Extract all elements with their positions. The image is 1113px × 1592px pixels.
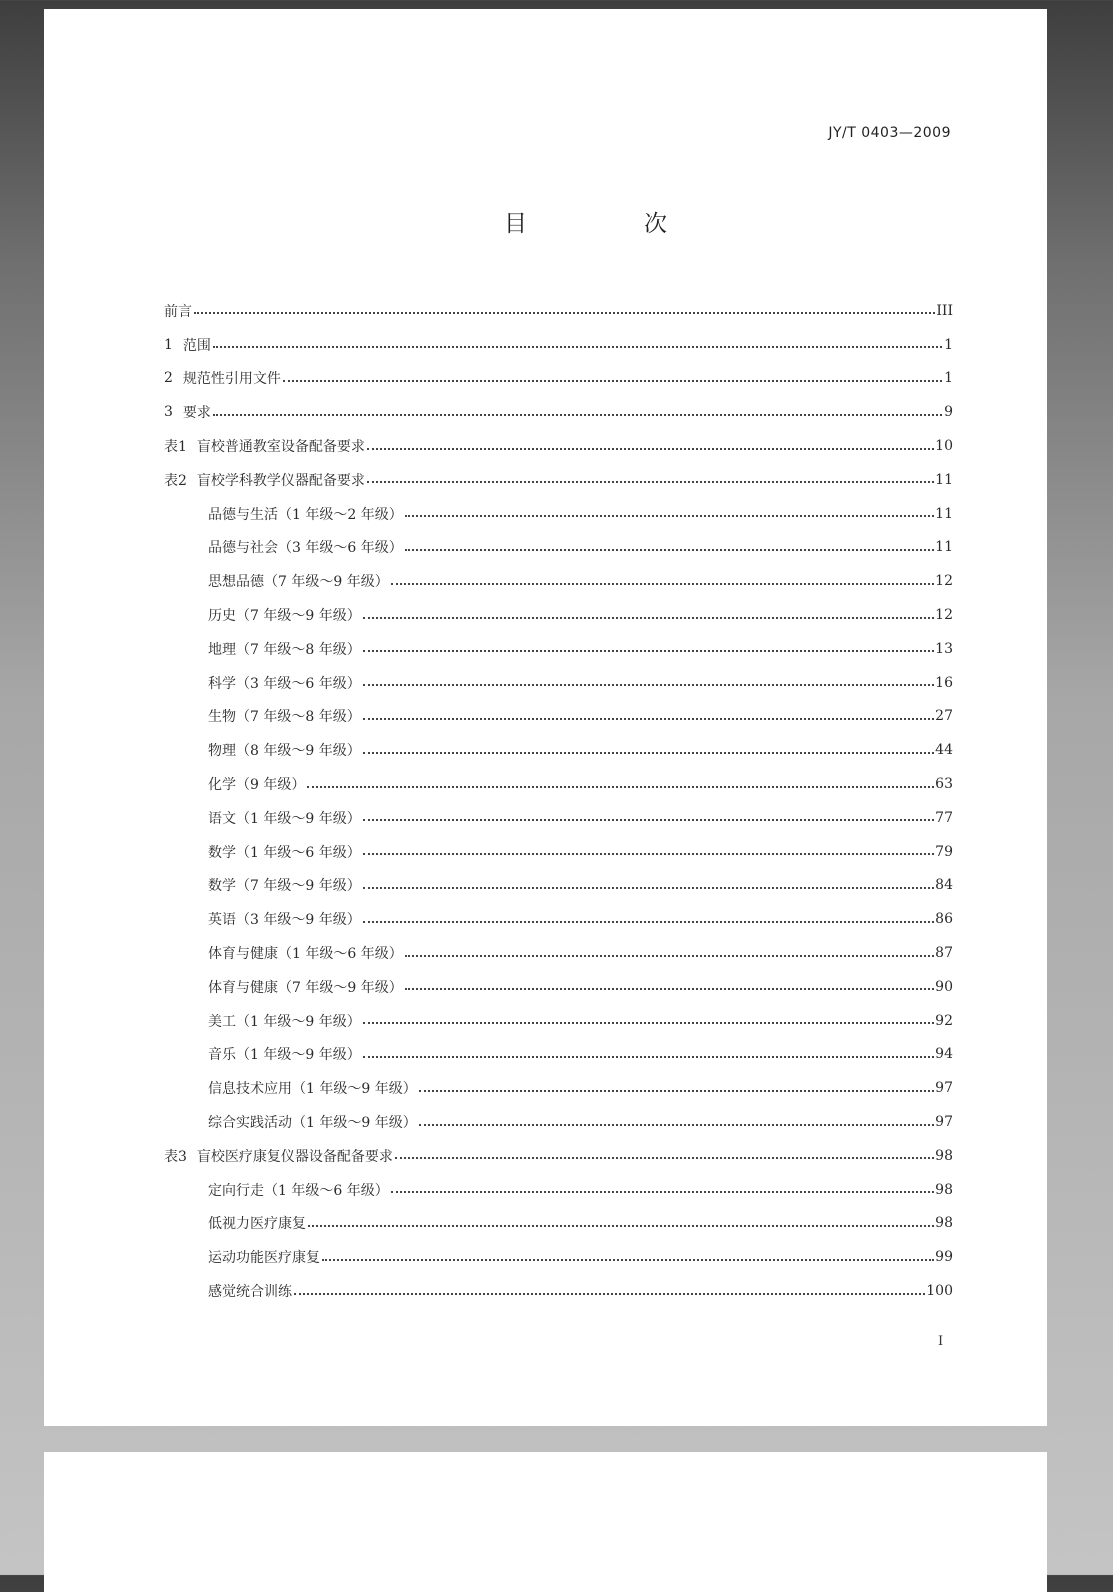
toc-entry-label: 规范性引用文件 (182, 371, 281, 388)
toc-entry-page: 90 (935, 978, 953, 995)
toc-entry-number: 2 (164, 370, 173, 387)
toc-entry[interactable] (164, 733, 953, 767)
toc-leader-dots (363, 886, 934, 889)
toc-leader-dots (395, 1156, 934, 1159)
document-page (44, 9, 1047, 1426)
toc-entry-label: 体育与健康（1 年级～6 年级） (208, 946, 403, 963)
standard-code: JY/T 0403—2009 (828, 125, 951, 141)
toc-entry-page: 97 (935, 1080, 953, 1097)
toc-entry[interactable] (164, 1139, 953, 1173)
toc-entry[interactable] (164, 869, 953, 903)
toc-entry-page: 1 (944, 370, 953, 387)
toc-entry-label: 盲校医疗康复仪器设备配备要求 (196, 1148, 393, 1165)
toc-leader-dots (307, 785, 934, 788)
toc-entry[interactable] (164, 362, 953, 396)
toc-entry[interactable] (164, 902, 953, 936)
toc-leader-dots (419, 1089, 934, 1092)
toc-entry-page: 79 (935, 843, 953, 860)
toc-entry-label: 科学（3 年级～6 年级） (208, 675, 361, 692)
toc-entry-page: 10 (935, 438, 953, 455)
toc-entry[interactable] (164, 531, 953, 565)
toc-entry-label: 音乐（1 年级～9 年级） (208, 1047, 361, 1064)
toc-leader-dots (391, 582, 934, 585)
toc-entry-page: III (936, 302, 953, 319)
toc-entry-page: 27 (935, 708, 953, 725)
toc-entry-page: 94 (935, 1046, 953, 1063)
toc-entry-page: 86 (935, 911, 953, 928)
toc-leader-dots (363, 751, 934, 754)
page-number: I (938, 1334, 944, 1349)
toc-entry-label: 品德与社会（3 年级～6 年级） (208, 540, 403, 557)
toc-leader-dots (363, 920, 934, 923)
toc-entry-page: 13 (935, 640, 953, 657)
toc-entry-label: 体育与健康（7 年级～9 年级） (208, 979, 403, 996)
toc-entry-number: 表2 (164, 472, 187, 489)
toc-entry-page: 97 (935, 1114, 953, 1131)
toc-entry[interactable] (164, 1004, 953, 1038)
toc-entry-label: 感觉统合训练 (208, 1284, 292, 1300)
toc-entry-label: 美工（1 年级～9 年级） (208, 1013, 361, 1030)
toc-leader-dots (322, 1258, 934, 1261)
toc-entry-page: 63 (935, 776, 953, 793)
toc-leader-dots (405, 548, 934, 551)
toc-leader-dots (283, 379, 942, 382)
toc-entry-label: 要求 (182, 405, 211, 422)
toc-entry[interactable] (164, 1173, 953, 1207)
toc-entry[interactable] (164, 1207, 953, 1241)
toc-entry[interactable] (164, 970, 953, 1004)
toc-entry-label: 数学（7 年级～9 年级） (208, 878, 361, 895)
toc-entry-label: 前言 (164, 303, 192, 320)
toc-entry[interactable] (164, 294, 953, 328)
toc-entry[interactable] (164, 767, 953, 801)
toc-entry-label: 数学（1 年级～6 年级） (208, 844, 361, 861)
toc-entry-label: 化学（9 年级） (208, 777, 306, 794)
toc-entry-page: 99 (935, 1249, 953, 1266)
toc-entry-number: 1 (164, 336, 173, 353)
toc-entry-label: 低视力医疗康复 (208, 1216, 306, 1233)
toc-entry[interactable] (164, 1240, 953, 1274)
toc-leader-dots (363, 1021, 934, 1024)
toc-leader-dots (363, 649, 934, 652)
toc-entry-page: 1 (944, 336, 953, 353)
toc-entry-label: 语文（1 年级～9 年级） (208, 810, 361, 827)
toc-title: 目 次 (504, 211, 714, 237)
toc-entry-page: 12 (935, 573, 953, 590)
toc-entry[interactable] (164, 632, 953, 666)
toc-leader-dots (363, 616, 934, 619)
toc-entry-label: 生物（7 年级～8 年级） (208, 709, 361, 726)
toc-entry-page: 9 (944, 404, 953, 421)
toc-leader-dots (363, 1055, 934, 1058)
toc-entry-page: 92 (935, 1012, 953, 1029)
toc-entry-page: 44 (935, 742, 953, 759)
toc-leader-dots (194, 311, 935, 314)
toc-entry-page: 11 (935, 539, 953, 556)
toc-entry-page: 100 (926, 1283, 953, 1299)
toc-entry-page: 12 (935, 607, 953, 624)
toc-entry-label: 历史（7 年级～9 年级） (208, 608, 361, 625)
toc-entry-label: 英语（3 年级～9 年级） (208, 912, 361, 929)
toc-entry-page: 98 (935, 1215, 953, 1232)
toc-entry-number: 表1 (164, 439, 187, 456)
toc-entry-label: 盲校学科教学仪器配备要求 (196, 472, 365, 489)
toc-entry[interactable] (164, 328, 953, 362)
toc-entry-page: 84 (935, 877, 953, 894)
toc-leader-dots (363, 717, 934, 720)
toc-entry-label: 品德与生活（1 年级～2 年级） (208, 506, 403, 523)
toc-entry-label: 综合实践活动（1 年级～9 年级） (208, 1115, 417, 1132)
toc-leader-dots (363, 683, 934, 686)
toc-entry[interactable] (164, 1071, 953, 1105)
toc-entry[interactable] (164, 598, 953, 632)
toc-leader-dots (367, 480, 934, 483)
toc-entry[interactable] (164, 936, 953, 970)
toc-entry-page: 77 (935, 809, 953, 826)
toc-entry[interactable] (164, 666, 953, 700)
toc-entry-label: 信息技术应用（1 年级～9 年级） (208, 1081, 417, 1098)
toc-entry[interactable] (164, 395, 953, 429)
toc-leader-dots (367, 447, 934, 450)
toc-leader-dots (405, 514, 934, 517)
toc-entry-label: 物理（8 年级～9 年级） (208, 743, 361, 760)
toc-entry-label: 范围 (182, 337, 211, 354)
toc-leader-dots (213, 413, 942, 416)
toc-leader-dots (419, 1123, 934, 1126)
toc-entry-page: 87 (935, 945, 953, 962)
toc-entry-page: 11 (935, 505, 953, 522)
toc-leader-dots (213, 345, 942, 348)
toc-leader-dots (363, 852, 934, 855)
toc-entry-page: 98 (935, 1147, 953, 1164)
toc-leader-dots (308, 1224, 934, 1227)
toc-entry[interactable] (164, 1274, 953, 1308)
toc-entry[interactable] (164, 801, 953, 835)
toc-entry-number: 表3 (164, 1148, 187, 1165)
toc-entry-label: 运动功能医疗康复 (208, 1250, 320, 1267)
toc-leader-dots (363, 818, 934, 821)
toc-entry[interactable] (164, 1038, 953, 1072)
toc-entry[interactable] (164, 564, 953, 598)
toc-entry-page: 98 (935, 1181, 953, 1198)
toc-entry[interactable] (164, 429, 953, 463)
toc-entry[interactable] (164, 835, 953, 869)
toc-leader-dots (405, 987, 934, 990)
toc-entry-label: 盲校普通教室设备配备要求 (196, 439, 365, 456)
toc-leader-dots (391, 1190, 934, 1193)
toc-entry-page: 16 (935, 674, 953, 691)
toc-leader-dots (294, 1292, 925, 1295)
toc-entry[interactable] (164, 1105, 953, 1139)
toc-entry[interactable] (164, 700, 953, 734)
next-document-page (44, 1452, 1047, 1592)
toc-entry-label: 定向行走（1 年级～6 年级） (208, 1182, 389, 1199)
toc-entry-page: 11 (935, 471, 953, 488)
toc-entry-label: 地理（7 年级～8 年级） (208, 641, 361, 658)
toc-entry[interactable] (164, 497, 953, 531)
toc-leader-dots (405, 954, 934, 957)
table-of-contents (164, 294, 953, 1308)
toc-entry-number: 3 (164, 404, 173, 421)
toc-entry[interactable] (164, 463, 953, 497)
toc-entry-label: 思想品德（7 年级～9 年级） (208, 574, 389, 591)
